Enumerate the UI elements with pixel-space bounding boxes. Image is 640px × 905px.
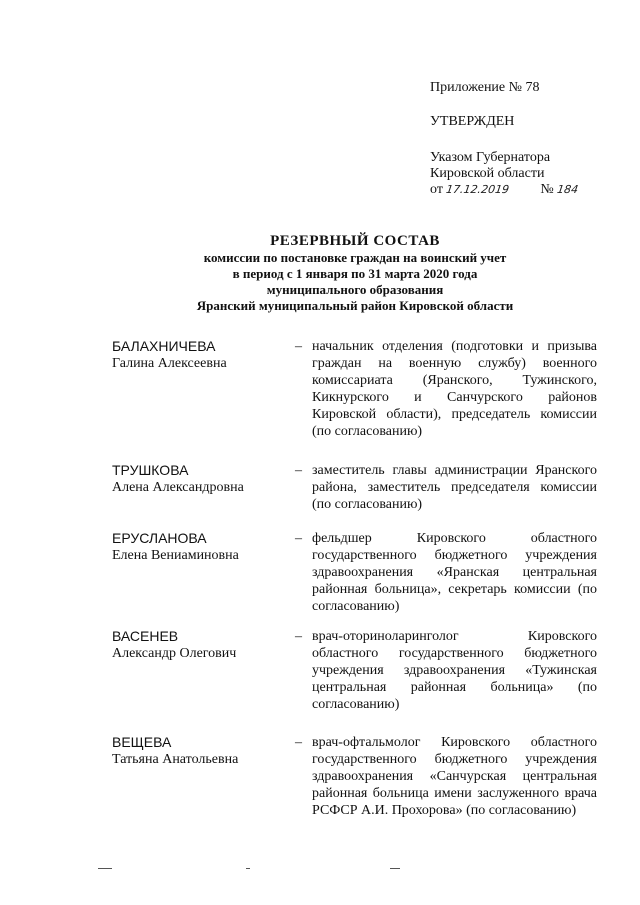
decree-line-1: Указом Губернатора [430, 150, 551, 165]
scan-mark [98, 868, 112, 869]
member-description: заместитель главы администрации Яранского района, заместитель председателя комиссии (по согласованию) [312, 463, 597, 512]
title-line-1: комиссии по постановке граждан на воинский учет [203, 250, 507, 265]
member-dash: – [295, 629, 302, 644]
member-name: Галина Алексеевна [112, 356, 227, 371]
member-surname: ВЕЩЕВА [112, 734, 172, 750]
member-name: Елена Вениаминовна [112, 548, 239, 563]
member-dash: – [295, 339, 302, 354]
title-main: РЕЗЕРВНЫЙ СОСТАВ [270, 233, 440, 249]
member-surname: ТРУШКОВА [112, 462, 189, 478]
scan-mark [390, 868, 400, 869]
member-name: Александр Олегович [112, 646, 237, 661]
document-title [120, 232, 590, 314]
member-description: врач-оториноларинголог Кировского областного государственного бюджетного учреждения здравоохранения «Тужинская центральная районная больница» (по согласованию) [312, 629, 597, 712]
title-line-4: Яранский муниципальный район Кировской области [196, 298, 514, 313]
member-dash: – [295, 531, 302, 546]
title-line-3: муниципального образования [266, 282, 444, 297]
date-prefix: от [430, 182, 443, 197]
member-name: Татьяна Анатольевна [112, 752, 239, 767]
scan-mark [246, 868, 250, 869]
member-dash: – [295, 463, 302, 478]
handwritten-number: 184 [556, 183, 580, 196]
member-dash: – [295, 735, 302, 750]
member-name: Алена Александровна [112, 480, 244, 495]
member-surname: БАЛАХНИЧЕВА [112, 338, 216, 354]
number-prefix: № [540, 182, 554, 197]
member-surname: ВАСЕНЕВ [112, 628, 179, 644]
member-description: фельдшер Кировского областного государственного бюджетного учреждения здравоохранения «Яранская центральная районная больница», секретарь комиссии (по согласованию) [312, 531, 597, 614]
member-description: начальник отделения (подготовки и призыва граждан на военную службу) военного комиссариата (Яранского, Тужинского, Кикнурского и Санчурского районов Кировской области), председатель комиссии (по согласованию) [312, 339, 597, 439]
decree-line-2: Кировской области [430, 166, 545, 181]
appendix-label: Приложение № 78 [430, 80, 540, 95]
decree-date-line [430, 182, 578, 198]
approved-label: УТВЕРЖДЕН [430, 114, 515, 129]
handwritten-date: 17.12.2019 [445, 183, 511, 196]
member-surname: ЕРУСЛАНОВА [112, 530, 207, 546]
member-description: врач-офтальмолог Кировского областного государственного бюджетного учреждения здравоохранения «Санчурская центральная районная больница имени заслуженного врача РСФСР А.И. Прохорова» (по согласованию) [312, 735, 597, 818]
title-line-2: в период с 1 января по 31 марта 2020 года [232, 266, 478, 281]
